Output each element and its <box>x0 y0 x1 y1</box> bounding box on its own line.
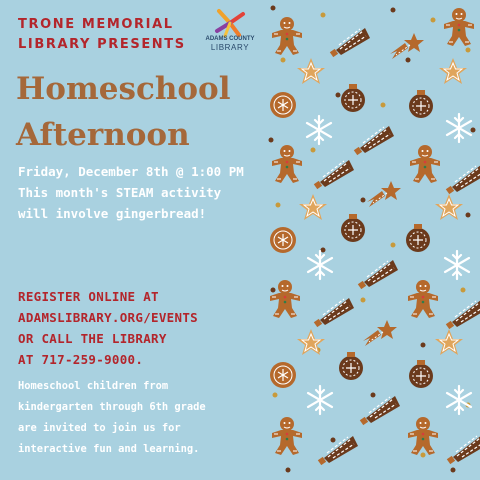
ornament-cookie-icon <box>339 352 363 380</box>
shooting-star-cookie-icon <box>367 181 401 207</box>
gingerbread-man-icon <box>408 417 438 455</box>
ornament-cookie-icon <box>409 360 433 388</box>
round-cookie-icon <box>270 227 296 253</box>
shooting-star-cookie-icon <box>363 320 397 346</box>
gingerbread-man-icon <box>270 280 300 318</box>
round-cookie-icon <box>270 362 296 388</box>
description-line: interactive fun and learning. <box>18 443 200 455</box>
tree-cookie-icon <box>314 298 354 327</box>
pattern-dots <box>269 6 476 473</box>
registration-line: REGISTER ONLINE AT <box>18 289 159 304</box>
adams-county-library-logo <box>190 8 270 54</box>
event-title <box>16 66 266 158</box>
description-line: Homeschool children from <box>18 380 169 392</box>
tree-cookie-icon <box>330 28 370 57</box>
tree-cookie-icon <box>318 436 358 465</box>
shooting-star-cookie-icon <box>390 33 424 59</box>
title-line: Homeschool <box>16 71 231 107</box>
ornament-cookie-icon <box>409 90 433 118</box>
presenter-line: LIBRARY PRESENTS <box>18 37 186 52</box>
snowflake-icon <box>307 116 331 144</box>
logo-line1: ADAMS COUNTY <box>205 36 255 42</box>
tree-cookie-icon <box>314 160 354 189</box>
details-line: Friday, December 8th @ 1:00 PM <box>18 164 244 179</box>
tree-cookie-icon <box>360 396 400 425</box>
details-line: will involve gingerbread! <box>18 206 207 221</box>
event-details <box>18 161 268 224</box>
star-cookie-icon <box>435 194 463 220</box>
gingerbread-pattern <box>263 0 480 480</box>
registration-line: AT 717-259-9000. <box>18 352 144 367</box>
registration-line: OR CALL THE LIBRARY <box>18 331 167 346</box>
tree-cookie-icon <box>446 300 480 329</box>
title-line: Afternoon <box>16 117 190 153</box>
star-cookie-icon <box>435 329 463 355</box>
snowflake-icon <box>445 251 469 279</box>
round-cookie-icon <box>270 92 296 118</box>
presenter-line: TRONE MEMORIAL <box>18 17 174 32</box>
star-cookie-icon <box>297 58 325 84</box>
tree-cookie-icon <box>358 260 398 289</box>
details-line: This month's STEAM activity <box>18 185 222 200</box>
ornament-cookie-icon <box>341 84 365 112</box>
gingerbread-man-icon <box>272 17 302 55</box>
library-logo-icon <box>190 8 270 38</box>
snowflake-icon <box>308 251 332 279</box>
presenter-heading <box>18 15 188 55</box>
snowflake-icon <box>447 114 471 142</box>
gingerbread-man-icon <box>410 145 440 183</box>
ornament-cookie-icon <box>341 214 365 242</box>
tree-cookie-icon <box>354 126 394 155</box>
snowflake-icon <box>308 386 332 414</box>
tree-cookie-icon <box>447 435 480 464</box>
logo-line2: LIBRARY <box>210 43 250 52</box>
gingerbread-man-icon <box>272 145 302 183</box>
gingerbread-man-icon <box>408 280 438 318</box>
registration-line: ADAMSLIBRARY.ORG/EVENTS <box>18 310 198 325</box>
ornament-cookie-icon <box>406 224 430 252</box>
star-cookie-icon <box>439 58 467 84</box>
star-cookie-icon <box>299 194 327 220</box>
gingerbread-man-icon <box>272 417 302 455</box>
description-line: are invited to join us for <box>18 422 181 434</box>
registration-info <box>18 286 268 370</box>
tree-cookie-icon <box>446 165 480 194</box>
gingerbread-man-icon <box>444 8 474 46</box>
event-description <box>18 376 268 460</box>
star-cookie-icon <box>297 329 325 355</box>
snowflake-icon <box>447 386 471 414</box>
description-line: kindergarten through 6th grade <box>18 401 206 413</box>
